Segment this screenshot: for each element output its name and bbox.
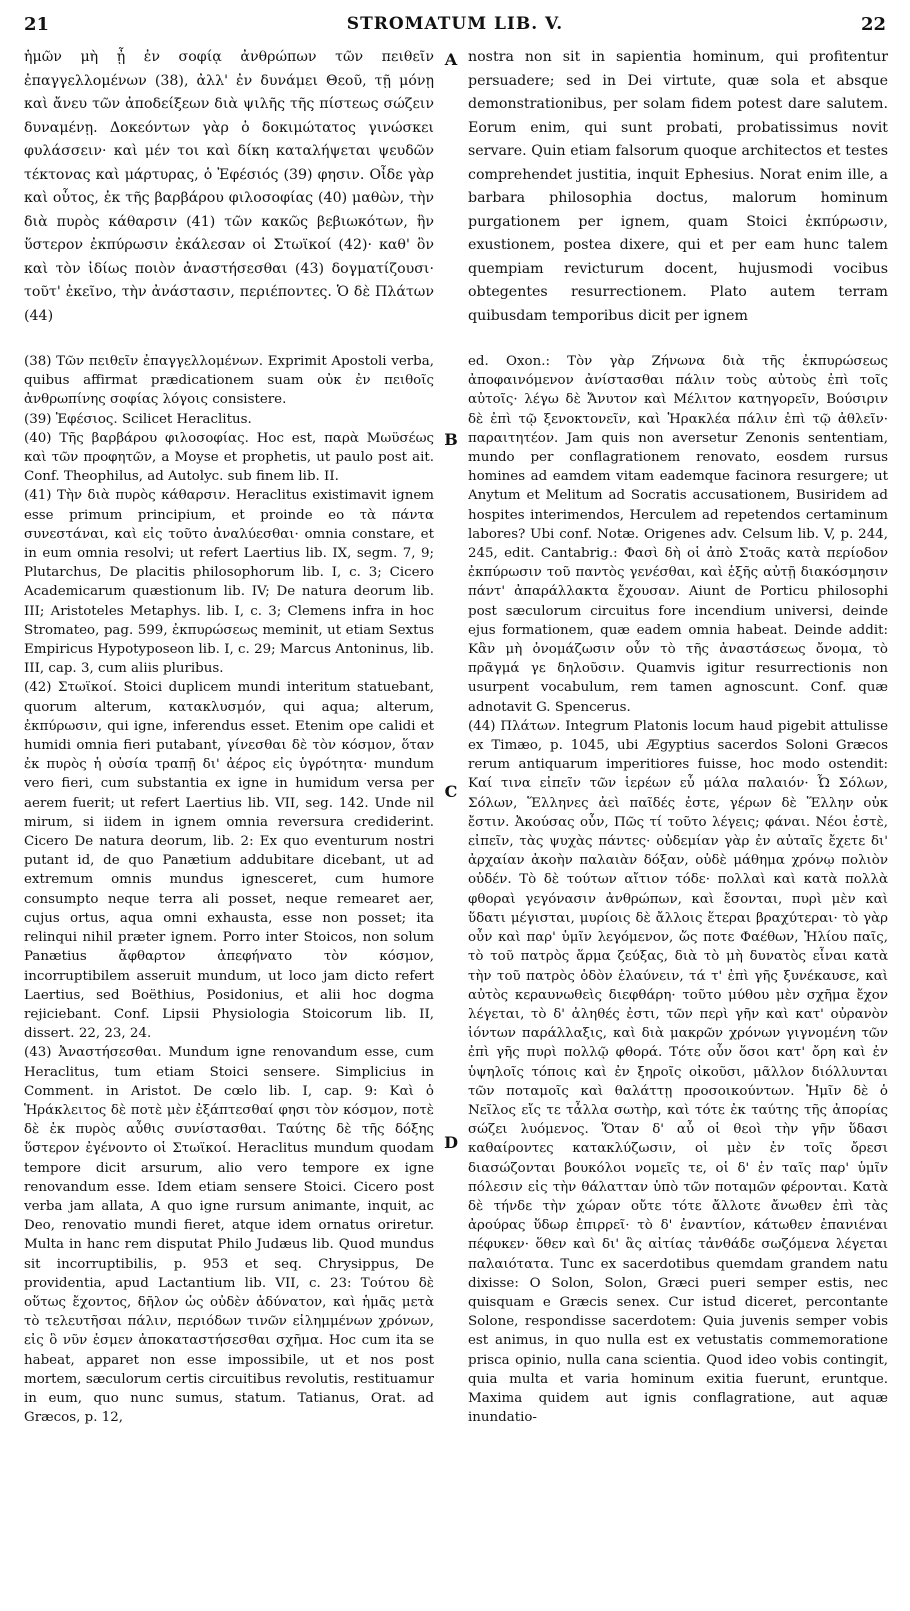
latin-main-text xyxy=(468,46,888,331)
footnote: (44) Πλάτων. Integrum Platonis locum haud pigebit attulisse ex Timæo, p. 1045, ubi Ægyptius sacerdos Soloni Græcos rerum antiquarum imperitiores fuisse, hoc modo ostendit: Καί τινα εἰπεῖν τῶν ἱερέων εὖ μάλα παλαιόν· Ὦ Σόλων, Σόλων, Ἕλληνες ἀεὶ παῖδές ἐστε, γέρων δὲ Ἕλλην οὐκ ἔστιν. Ἀκούσας οὖν, Πῶς τί τοῦτο λέγεις; φάναι. Νέοι ἐστὲ, εἰπεῖν, τὰς ψυχὰς πάντες· οὐδεμίαν γὰρ ἐν αὐταῖς ἔχετε δι' ἀρχαίαν ἀκοὴν παλαιὰν δόξαν, οὐδὲ μάθημα χρόνῳ πολιὸν οὐδέν. Τὸ δὲ τούτων αἴτιον τόδε· πολλαὶ καὶ κατὰ πολλὰ φθοραὶ γεγόνασιν ἀνθρώπων, καὶ ἔσονται, πυρὶ μὲν καὶ ὕδατι μέγισται, μυρίοις δὲ ἄλλοις ἕτεραι βραχύτεραι· τὸ γὰρ οὖν καὶ παρ' ὑμῖν λεγόμενον, ὥς ποτε Φαέθων, Ἡλίου παῖς, τὸ τοῦ πατρὸς ἅρμα ζεύξας, διὰ τὸ μὴ δυνατὸς εἶναι κατὰ τὴν τοῦ πατρὸς ὁδὸν ἐλαύνειν, τά τ' ἐπὶ γῆς ξυνέκαυσε, καὶ αὐτὸς κεραυνωθεὶς διεφθάρη· τοῦτο μύθου μὲν σχῆμα ἔχον λέγεται, τὸ δ' ἀληθές ἐστι, τῶν περὶ γῆν καὶ κατ' οὐρανὸν ἰόντων παράλλαξις, καὶ διὰ μακρῶν χρόνων γιγνομένη τῶν ἐπὶ γῆς πυρὶ πολλῷ φθορά. Τότε οὖν ὅσοι κατ' ὄρη καὶ ἐν ὑψηλοῖς τόποις καὶ ἐν ξηροῖς οἰκοῦσι, μᾶλλον διόλλυνται τῶν ποταμοῖς καὶ θαλάττῃ προσοικούντων. Ἡμῖν δὲ ὁ Νεῖλος εἴς τε τἆλλα σωτὴρ, καὶ τότε ἐκ ταύτης τῆς ἀπορίας σώζει λυόμενος. Ὅταν δ' αὖ οἱ θεοὶ τὴν γῆν ὕδασι καθαίροντες κατακλύζωσιν, οἱ μὲν ἐν τοῖς ὄρεσι διασώζονται βουκόλοι νομεῖς τε, οἱ δ' ἐν ταῖς παρ' ὑμῖν πόλεσιν εἰς τὴν θάλατταν ὑπὸ τῶν ποταμῶν φέρονται. Κατὰ δὲ τήνδε τὴν χώραν οὔτε τότε ἄλλοτε ἄνωθεν ἐπὶ τὰς ἀρούρας ὕδωρ ἐπιρρεῖ· τὸ δ' ἐναντίον, κάτωθεν ἐπανιέναι πέφυκεν· ὅθεν καὶ δι' ἃς αἰτίας τἀνθάδε σωζόμενα λέγεται παλαιότατα. Tunc ex sacerdotibus quemdam grandem natu dixisse: O Solon, Solon, Græci pueri semper estis, nec quisquam e Græcis senex. Cur istud diceret, percontante Solone, respondisse sacerdotem: Quia juvenis semper vobis est animus, in quo nulla est ex vetustatis commemoratione prisca opinio, nulla cana scientia. Quod ideo vobis contingit, quia multa et varia hominum exitia fuerunt, eruntque. Maxima quidem aut ignis conflagratione, aut aquæ inundatio- xyxy=(468,718,888,1426)
margin-marker-d: D xyxy=(444,1133,458,1152)
footnote: ed. Oxon.: Τὸν γὰρ Ζήνωνα διὰ τῆς ἐκπυρώσεως ἀποφαινόμενον ἀνίστασθαι πάλιν τοὺς αὐτοὺς ἐπὶ τοῖς αὐτοῖς· λέγω δὲ Ἄνυτον καὶ Μέλιτον κατηγορεῖν, Βούσιριν δὲ ἐπὶ τῷ ξενοκτονεῖν, καὶ Ἡρακλέα πάλιν ἐπὶ τῷ ἀθλεῖν· παραιτητέον. Jam quis non aversetur Zenonis sententiam, mundo per conflagrationem renovato, eosdem rursus homines ad eamdem vitam eademque facinora resurgere; ut Anytum et Melitum ad Socratis accusationem, Busiridem ad hospites interimendos, Herculem ad repetendos certaminum labores? Ubi conf. Notæ. Origenes adv. Celsum lib. V, p. 244, 245, edit. Cantabrig.: Φασὶ δὴ οἱ ἀπὸ Στοᾶς κατὰ περίοδον ἐκπύρωσιν τοῦ παντὸς γενέσθαι, καὶ ἑξῆς αὐτῇ διακόσμησιν πάντ' ἀπαράλλακτα ἔχουσαν. Aiunt de Porticu philosophi post sæculorum circuitus fore incendium universi, deinde ejus formationem, quæ eadem omnia habeat. Deinde addit: Κἂν μὴ ὀνομάζωσιν οὖν τὸ τῆς ἀναστάσεως ὄνομα, τὸ πρᾶγμά γε δηλοῦσιν. Quamvis igitur resurrectionis non usurpent vocabulum, rem tamen agnoscunt. Conf. quæ adnotavit G. Spencerus. xyxy=(468,354,888,715)
greek-paragraph: ἡμῶν μὴ ᾖ ἐν σοφίᾳ ἀνθρώπων τῶν πειθεῖν ἐπαγγελλομένων (38), ἀλλ' ἐν δυνάμει Θεοῦ, τῇ μόνῃ καὶ ἄνευ τῶν ἀποδείξεων διὰ ψιλῆς τῆς πίστεως σώζειν δυναμένῃ. Δοκεόντων γὰρ ὁ δοκιμώτατος γινώσκει φυλάσσειν· καὶ μέν τοι καὶ δίκη καταλήψεται ψευδῶν τέκτονας καὶ μάρτυρας, ὁ Ἐφέσιός (39) φησιν. Οἶδε γὰρ καὶ οὗτος, ἐκ τῆς βαρβάρου φιλοσοφίας (40) μαθὼν, τὴν διὰ πυρὸς κάθαρσιν (41) τῶν κακῶς βεβιωκότων, ἣν ὕστερον ἐκπύρωσιν ἐκάλεσαν οἱ Στωϊκοί (42)· καθ' ὃν καὶ τὸν ἰδίως ποιὸν ἀναστήσεσθαι (43) δογματίζουσι· τοῦτ' ἐκεῖνο, τὴν ἀνάστασιν, περιέποντες. Ὁ δὲ Πλάτων (44) xyxy=(24,49,434,324)
footnote: (38) Τῶν πειθεῖν ἐπαγγελλομένων. Exprimit Apostoli verba, quibus affirmat prædicationem suam οὐκ ἐν πειθοῖς ἀνθρωπίνης σοφίας λόγοις consistere. xyxy=(24,354,434,408)
footnote: (39) Ἐφέσιος. Scilicet Heraclitus. xyxy=(24,411,252,427)
notes-right-column xyxy=(468,352,888,1597)
margin-marker-b: B xyxy=(444,430,458,449)
footnote: (40) Τῆς βαρβάρου φιλοσοφίας. Hoc est, παρὰ Μωϋσέως καὶ τῶν προφητῶν, a Moyse et prophetis, ut paulo post ait. Conf. Theophilus, ad Autolyc. sub finem lib. II. xyxy=(24,430,434,485)
running-title: STROMATUM LIB. V. xyxy=(346,14,564,34)
page-number-left: 21 xyxy=(24,14,50,35)
margin-marker-c: C xyxy=(444,782,458,801)
footnote: (43) Ἀναστήσεσθαι. Mundum igne renovandum esse, cum Heraclitus, tum etiam Stoici sensere. Simplicius in Comment. in Aristot. De cœlo lib. I, cap. 9: Καὶ ὁ Ἡράκλειτος δὲ ποτὲ μὲν ἐξάπτεσθαί φησι τὸν κόσμον, ποτὲ δὲ ἐκ πυρὸς αὖθις συνίστασθαι. Ταύτης δὲ τῆς δόξης ὕστερον ἐγένοντο οἱ Στωϊκοί. Heraclitus mundum quodam tempore dicit arsurum, alio vero tempore ex igne renovandum esse. Idem etiam sensere Stoici. Cicero post verba jam allata, A quo igne rursum animante, inquit, ac Deo, renovatio mundi fieret, atque idem ornatus oriretur. Multa in hanc rem disputat Philo Judæus lib. Quod mundus sit incorruptibilis, p. 953 et seq. Chrysippus, De providentia, apud Lactantium lib. VII, c. 23: Τούτου δὲ οὕτως ἔχοντος, δῆλον ὡς οὐδὲν ἀδύνατον, καὶ ἡμᾶς μετὰ τὸ τελευτῆσαι πάλιν, περιόδων τινῶν εἰλημμένων χρόνων, εἰς ὃ νῦν ἐσμεν ἀποκαταστήσεσθαι σχῆμα. Hoc cum ita se habeat, apparet non esse impossibile, ut et nos post mortem, sæculorum certis circuitibus revolutis, restituamur in eum, quo nunc sumus, statum. Tatianus, Orat. ad Græcos, p. 12, xyxy=(24,1045,434,1426)
margin-marker-a: A xyxy=(444,50,458,69)
notes-left-column xyxy=(24,352,434,1597)
latin-paragraph: nostra non sit in sapientia hominum, qui profitentur persuadere; sed in Dei virtute, quæ sola et absque demonstrationibus, per solam fidem potest dare salutem. Eorum enim, qui sunt probati, probatissimus novit servare. Quin etiam falsorum quoque architectos et testes comprehendet justitia, inquit Ephesius. Norat enim ille, a barbara philosophia doctus, malorum hominum purgationem per ignem, quam Stoici ἐκπύρωσιν, exustionem, postea dixere, qui et per eam hunc talem quempiam revicturum docent, hujusmodi vocibus obtegentes resurrectionem. Plato autem terram quibusdam temporibus dicit per ignem xyxy=(468,49,888,324)
footnote: (42) Στωϊκοί. Stoici duplicem mundi interitum statuebant, quorum alterum, κατακλυσμόν, qui aqua; alterum, ἐκπύρωσιν, qui igne, inferendus esset. Etenim ope calidi et humidi omnia fieri putabant, γίνεσθαι δὲ τὸν κόσμον, ὅταν ἐκ πυρὸς ἡ οὐσία τραπῇ δι' ἀέρος εἰς ὑγρότητα· mundum vero fieri, cum substantia ex igne in humidum versa per aerem fuerit; ut refert Laertius lib. VII, seg. 142. Unde nil mirum, si iidem in ignem omnia reversura crediderint. Cicero De natura deorum, lib. 2: Ex quo eventurum nostri putant id, de quo Panætium addubitare dicebant, ut ad extremum omnis mundus ignesceret, cum humore consumpto neque terra ali posset, neque remearet aer, cujus ortus, aqua omni exhausta, esse non posset; ita relinqui nihil præter ignem. Porro inter Stoicos, non solum Panætius ἄφθαρτον ἀπεφήνατο τὸν κόσμον, incorruptibilem asseruit mundum, ut loco jam dicto refert Laertius, sed Boëthius, Posidonius, et alii hoc dogma rejiciebant. Conf. Lipsii Physiologia Stoicorum lib. II, dissert. 22, 23, 24. xyxy=(24,680,434,1042)
footnote: (41) Τὴν διὰ πυρὸς κάθαρσιν. Heraclitus existimavit ignem esse primum principium, et proinde eo τὰ πάντα συνεστάναι, καὶ εἰς τοῦτο ἀναλύεσθαι· omnia constare, et in eum omnia resolvi; ut refert Laertius lib. IX, segm. 7, 9; Plutarchus, De placitis philosophorum lib. I, c. 3; Cicero Academicarum quæstionum lib. IV; De natura deorum lib. III; Aristoteles Metaphys. lib. I, c. 3; Clemens infra in hoc Stromateo, pag. 599, ἐκπυρώσεως meminit, ut etiam Sextus Empiricus Hypotyposeon lib. I, c. 29; Marcus Antoninus, lib. III, cap. 3, cum aliis pluribus. xyxy=(24,488,434,677)
greek-main-text xyxy=(24,46,434,331)
page-header xyxy=(24,14,886,40)
page-number-right: 22 xyxy=(860,14,886,35)
